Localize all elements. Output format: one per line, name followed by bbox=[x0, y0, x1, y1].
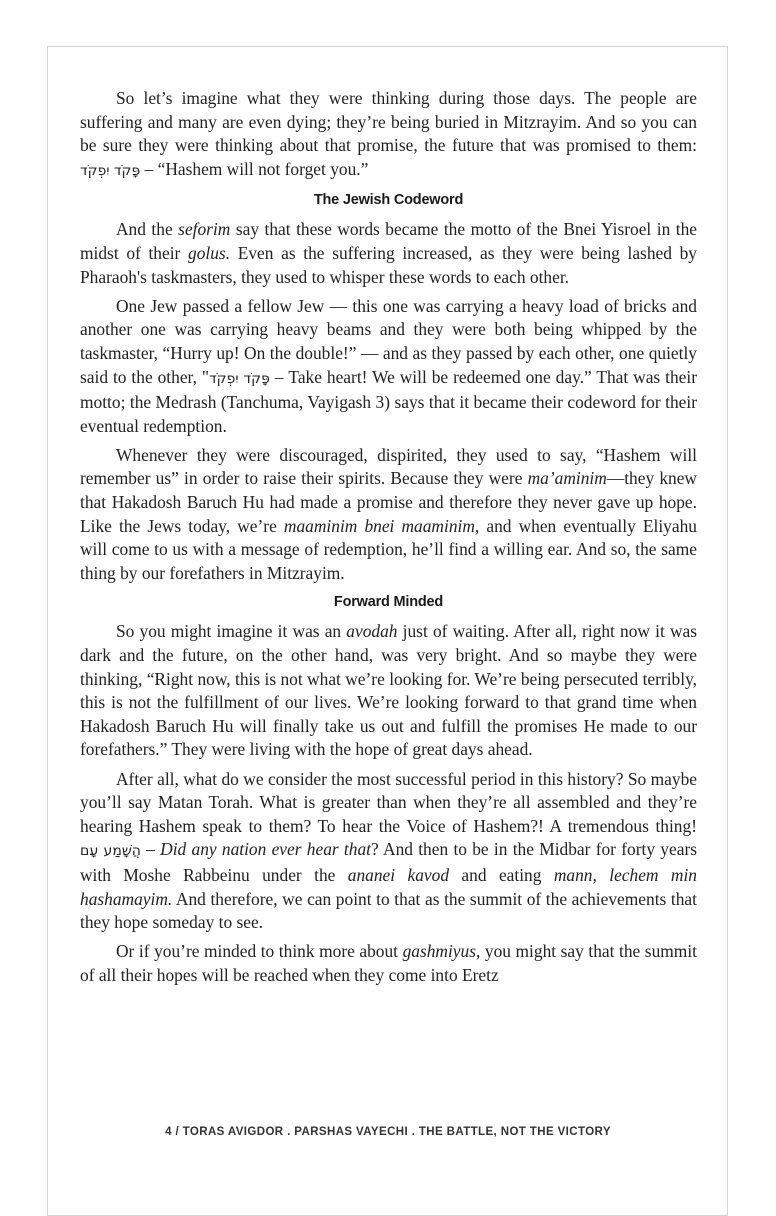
text-run: Or if you’re minded to think more about bbox=[116, 941, 403, 962]
hebrew-text: פָּקֹד יִפְקֹד bbox=[209, 370, 270, 387]
italic-text: maaminim bnei maaminim, bbox=[283, 515, 480, 536]
text-run: and when eventually Eliyahu will come to us with a message of redemption, he’ll find a willing ear. And so, the same thing by our forefathers in Mitzrayim. bbox=[80, 515, 697, 583]
text-run: —they knew that Hakadosh Baruch Hu had made a promise and therefore they never gave up hope. Like the Jews today, we’re bbox=[80, 468, 697, 536]
text-run: and eating bbox=[449, 864, 554, 885]
italic-text: ananei kavod bbox=[347, 864, 450, 885]
section-heading: The Jewish Codeword bbox=[313, 191, 464, 208]
paragraph bbox=[80, 87, 697, 183]
paragraph bbox=[80, 295, 697, 439]
text-run: – bbox=[140, 839, 161, 860]
hebrew-text: הֲשָׁמַע עָם bbox=[80, 843, 141, 860]
text-run: , you might say that the summit of all their hopes will be reached when they come into Eretz bbox=[80, 941, 697, 985]
text-run: ? And then to be in the Midbar for forty years with Moshe Rabbeinu under the bbox=[80, 839, 698, 885]
text-run: After all, what do we consider the most successful period in this history? So maybe you’ll say Matan Torah. What is greater than when they’re all assembled and they’re hearing Hashem speak to them? To hear the Voice of Hashem?! A tremendous thing! bbox=[80, 768, 697, 836]
text-run: – Take heart! We will be redeemed one day.” That was their motto; the Medrash (Tanchuma, Vayigash 3) says that it became their codeword for their eventual redemption. bbox=[80, 366, 697, 436]
text-run: Even as the suffering increased, as they were being lashed by Pharaoh's taskmasters, they used to whisper these words to each other. bbox=[80, 243, 697, 287]
text-run: Whenever they were discouraged, dispirited, they used to say, “Hashem will remember us” in order to raise their spirits. Because they were bbox=[80, 444, 697, 489]
text-run: So you might imagine it was an bbox=[116, 621, 347, 642]
italic-text: avodah bbox=[346, 621, 398, 642]
paragraph bbox=[80, 768, 697, 935]
text-run: And the bbox=[116, 219, 179, 240]
section-heading: Forward Minded bbox=[333, 593, 444, 610]
italic-text: ma’aminim bbox=[527, 468, 607, 489]
italic-text: gashmiyus bbox=[402, 941, 476, 962]
text-run: – “Hashem will not forget you.” bbox=[140, 158, 369, 179]
text-run: One Jew passed a fellow Jew — this one was carrying a heavy load of bricks and another one was carrying heavy beams and they were both being whipped by the taskmaster, “Hurry up! On the double!” — and as they passed by each other, one quietly said to the other, " bbox=[80, 295, 697, 387]
paragraph bbox=[80, 444, 697, 586]
italic-text: golus. bbox=[188, 243, 231, 264]
text-run: just of waiting. After all, right now it was dark and the future, on the other hand, was very bright. And so maybe they were thinking, “Right now, this is not what we’re looking for. We’re being persecuted terribly, this is not the fulfillment of our lives. We’re looking forward to that grand time when Hakadosh Baruch Hu will finally take us out and fulfill the promises He made to our forefathers.” They were living with the hope of great days ahead. bbox=[80, 621, 698, 760]
italic-text: mann, lechem min hashamayim. bbox=[80, 864, 697, 909]
page-footer: 4 / TORAS AVIGDOR . PARSHAS VAYECHI . THE BATTLE, NOT THE VICTORY bbox=[165, 1126, 611, 1138]
paragraph bbox=[80, 218, 697, 289]
page-body bbox=[80, 87, 697, 993]
paragraph bbox=[80, 940, 697, 987]
italic-text: Did any nation ever hear that bbox=[160, 839, 371, 860]
italic-text: seforim bbox=[178, 219, 231, 240]
text-run: So let’s imagine what they were thinking during those days. The people are suffering and many are even dying; they’re being buried in Mitzrayim. And so you can be sure they were thinking about that promise, the future that was promised to them: bbox=[80, 88, 697, 156]
text-run: And therefore, we can point to that as the summit of the achievements that they hope someday to see. bbox=[80, 888, 697, 933]
text-run: say that these words became the motto of the Bnei Yisroel in the midst of their bbox=[80, 219, 697, 264]
hebrew-text: פָּקֹד יִפְקֹד bbox=[80, 162, 141, 179]
paragraph bbox=[80, 620, 697, 762]
